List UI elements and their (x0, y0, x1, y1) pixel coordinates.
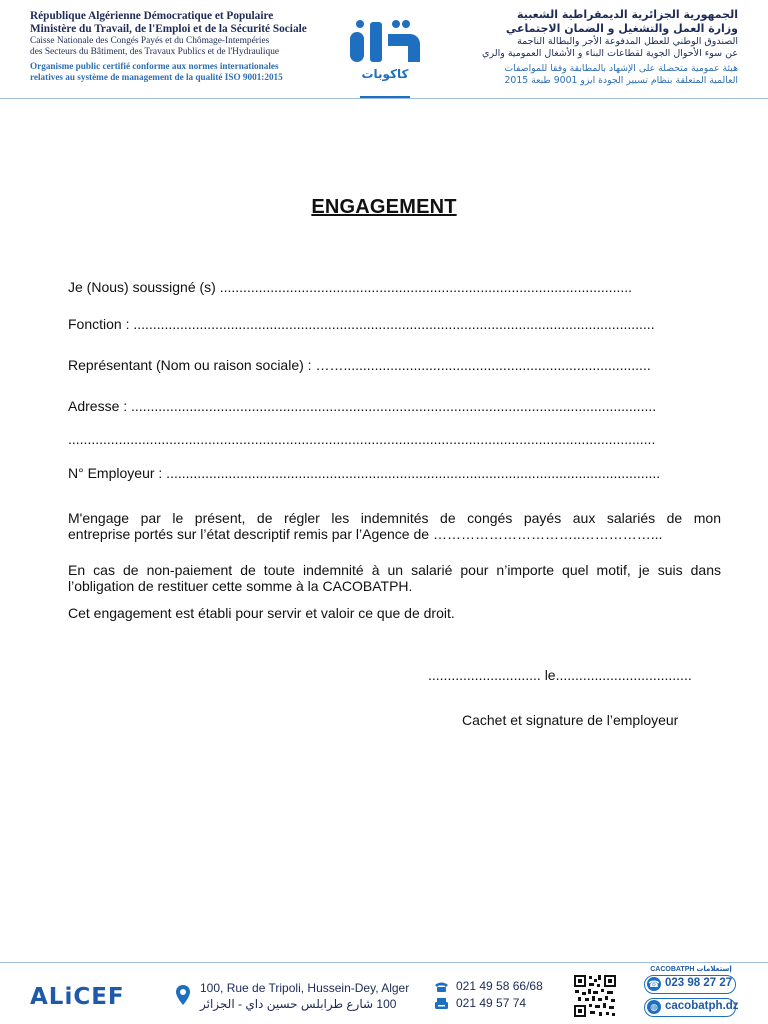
field-undersigned: Je (Nous) soussigné (s) .......................................................................................................... (68, 279, 633, 295)
globe-icon: ◍ (647, 1000, 661, 1014)
place-date-line: ............................. le................................... (428, 667, 692, 683)
logo-text: كاكوبات (361, 67, 409, 81)
ministry-name-fr: Ministère du Travail, de l'Emploi et de la Sécurité Sociale (30, 23, 307, 35)
website-link[interactable]: cacobatph.dz (665, 1000, 739, 1012)
phone-icon (434, 981, 449, 993)
certification-fr-1: Organisme public certifié conforme aux normes internationales (30, 61, 279, 71)
paragraph-commitment (68, 510, 721, 542)
hotline-phone-icon: ☎ (648, 979, 660, 989)
fund-name-fr-2: des Secteurs du Bâtiment, des Travaux Publics et de l'Hydraulique (30, 46, 280, 57)
paragraph-closing: Cet engagement est établi pour servir et valoir ce que de droit. (68, 605, 455, 621)
ministry-name-ar: وزارة العمل والتشغيل و الضمان الاجتماعي (505, 22, 738, 35)
footer-phone: 021 49 58 66/68 (456, 979, 543, 993)
field-address-continued: ....................................................................................................................................................... (68, 431, 656, 447)
paragraph-non-payment-line-1: En cas de non-paiement de toute indemnité à un salarié pour n’importe quel motif, je suis dans (68, 562, 721, 578)
cacobatph-logo (330, 14, 440, 84)
header-right-block (448, 8, 738, 87)
fund-name-ar-1: الصندوق الوطني للعطل المدفوعة الأجر والبطالة الناجمة (517, 36, 738, 47)
republic-name-fr: République Algérienne Démocratique et Populaire (30, 10, 274, 22)
field-employer-number: N° Employeur : ............................................................................................................................... (68, 465, 661, 481)
paragraph-commitment-line-2: entreprise portés sur l’état descriptif remis par l’Agence de …………………………..……………... (68, 526, 663, 542)
hotline-number: 023 98 27 27 (665, 977, 733, 989)
field-function: Fonction : ...................................................................................................................................... (68, 316, 655, 332)
address-fr: 100, Rue de Tripoli, Hussein-Dey, Alger (200, 981, 410, 995)
footer-fax: 021 49 57 74 (456, 996, 527, 1010)
footer-divider (0, 962, 768, 963)
field-representative: Représentant (Nom ou raison sociale) : ……............................................................................... (68, 357, 651, 373)
paragraph-non-payment-line-2: l’obligation de restituer cette somme à la CACOBATPH. (68, 578, 413, 594)
republic-name-ar: الجمهورية الجزائرية الديمقراطية الشعبية (517, 8, 738, 21)
footer-address (200, 980, 409, 1012)
certification-fr-2: relatives au système de management de la qualité ISO 9001:2015 (30, 71, 283, 82)
paragraph-commitment-line-1: M'engage par le présent, de régler les indemnités de congés payés aux salariés de mon (68, 510, 721, 526)
alicef-logo: ALiCEF (30, 984, 125, 1010)
hotline-label: CACOBATPH إستعلامات (650, 966, 732, 973)
location-pin-icon (175, 984, 191, 1006)
header-left-block (30, 10, 320, 82)
header-divider (0, 98, 768, 99)
certification-ar-2: العالمية المتعلقة بنظام تسيير الجودة ايزو 9001 طبعة 2015 (504, 75, 738, 86)
website-box[interactable] (644, 998, 739, 1017)
signature-label: Cachet et signature de l’employeur (462, 712, 679, 728)
fund-name-fr-1: Caisse Nationale des Congés Payés et du Chômage-Intempéries (30, 36, 270, 46)
fax-icon (434, 997, 449, 1010)
document-title: ENGAGEMENT (311, 196, 457, 218)
address-ar: 100 شارع طرابلس حسين داي - الجزائر (200, 997, 397, 1011)
fund-name-ar-2: عن سوء الأحوال الجوية لقطاعات البناء و الأشغال العمومية والري (482, 48, 738, 59)
field-address: Adresse : ....................................................................................................................................... (68, 398, 657, 414)
hotline-box (644, 975, 736, 994)
paragraph-non-payment (68, 562, 721, 594)
qr-code-icon (573, 974, 617, 1018)
certification-ar-1: هيئة عمومية متحصلة على الإشهاد بالمطابقة وفقا للمواصفات (504, 63, 738, 74)
